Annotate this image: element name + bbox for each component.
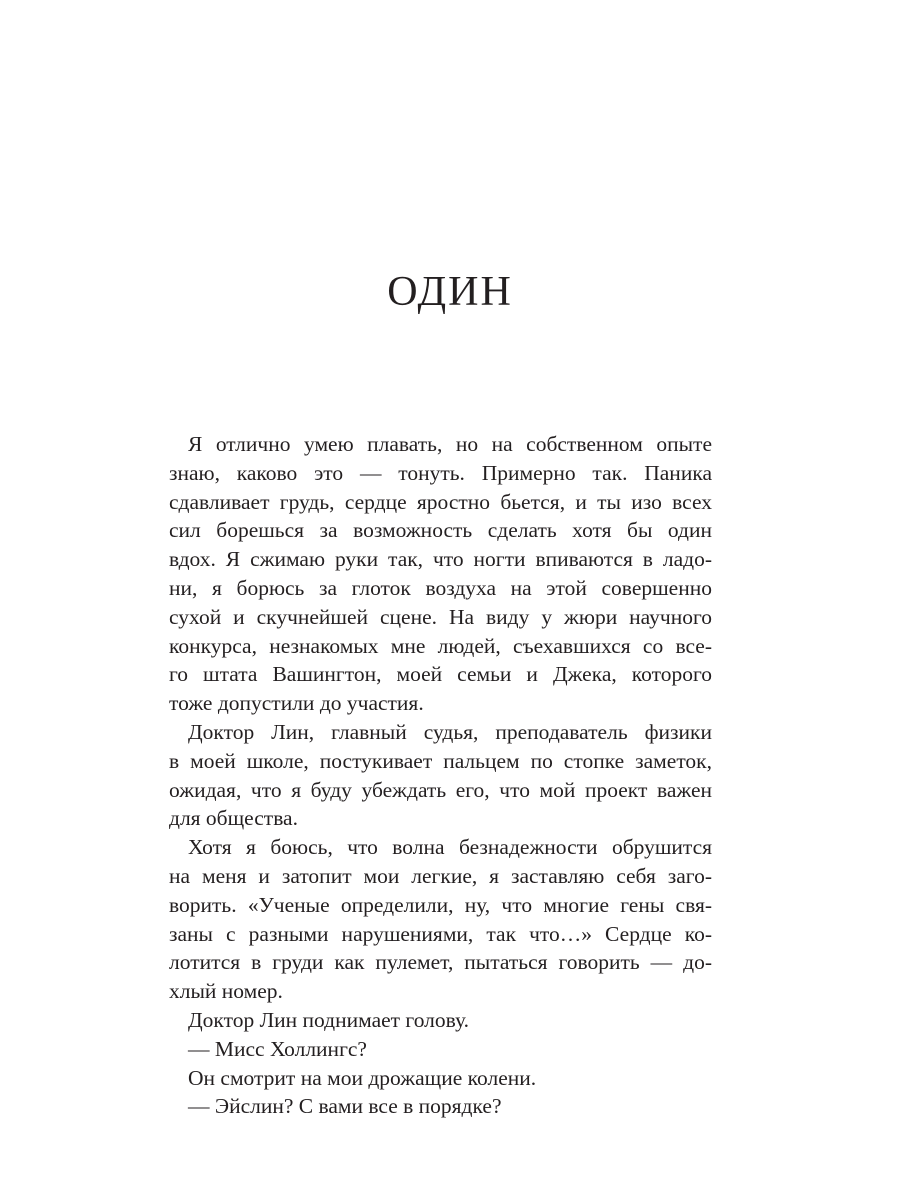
text-line: тоже допустили до участия. (169, 691, 424, 716)
text-line: Я отлично умею плавать, но на собственном опыте (188, 432, 712, 456)
paragraph (169, 1064, 712, 1093)
text-line: — Эйслин? С вами все в порядке? (188, 1094, 502, 1119)
text-line: для общества. (169, 806, 298, 831)
text-line: ожидая, что я буду убеждать его, что мой проект важен (169, 777, 712, 802)
text-line: в моей школе, постукивает пальцем по стопке заметок, (169, 748, 712, 773)
text-line: го штата Вашингтон, моей семьи и Джека, которого (169, 662, 712, 687)
text-line: Хотя я боюсь, что волна безнадежности обрушится (188, 835, 712, 860)
paragraph (169, 1006, 712, 1035)
text-line: сил борешься за возможность сделать хотя бы один (169, 518, 712, 543)
dialogue-line (169, 1035, 712, 1064)
text-line: заны с разными нарушениями, так что…» Сердце ко- (169, 921, 712, 946)
text-line: лотится в груди как пулемет, пытаться говорить — до- (169, 950, 712, 975)
text-line: хлый номер. (169, 979, 283, 1004)
text-line: сухой и скучнейшей сцене. На виду у жюри научного (169, 604, 712, 629)
text-line: сдавливает грудь, сердце яростно бьется, и ты изо всех (169, 489, 712, 514)
text-line: на меня и затопит мои легкие, я заставляю себя заго- (169, 863, 712, 888)
dialogue-line (169, 1092, 712, 1121)
paragraph (169, 718, 712, 833)
text-line: ни, я борюсь за глоток воздуха на этой совершенно (169, 575, 712, 600)
paragraph (169, 430, 712, 718)
chapter-title: ОДИН (387, 269, 513, 315)
text-line: — Мисс Холлингс? (188, 1036, 367, 1061)
text-line: ворить. «Ученые определили, ну, что многие гены свя- (169, 892, 712, 917)
text-line: знаю, каково это — тонуть. Примерно так. Паника (169, 460, 712, 485)
text-line: конкурса, незнакомых мне людей, съехавшихся со все- (169, 633, 712, 658)
text-body (169, 430, 712, 1121)
text-line: Он смотрит на мои дрожащие колени. (188, 1065, 537, 1090)
paragraph (169, 833, 712, 1006)
text-line: Доктор Лин, главный судья, преподаватель физики (188, 719, 712, 744)
text-line: вдох. Я сжимаю руки так, что ногти впиваются в ладо- (169, 547, 712, 572)
text-line: Доктор Лин поднимает голову. (188, 1007, 470, 1032)
